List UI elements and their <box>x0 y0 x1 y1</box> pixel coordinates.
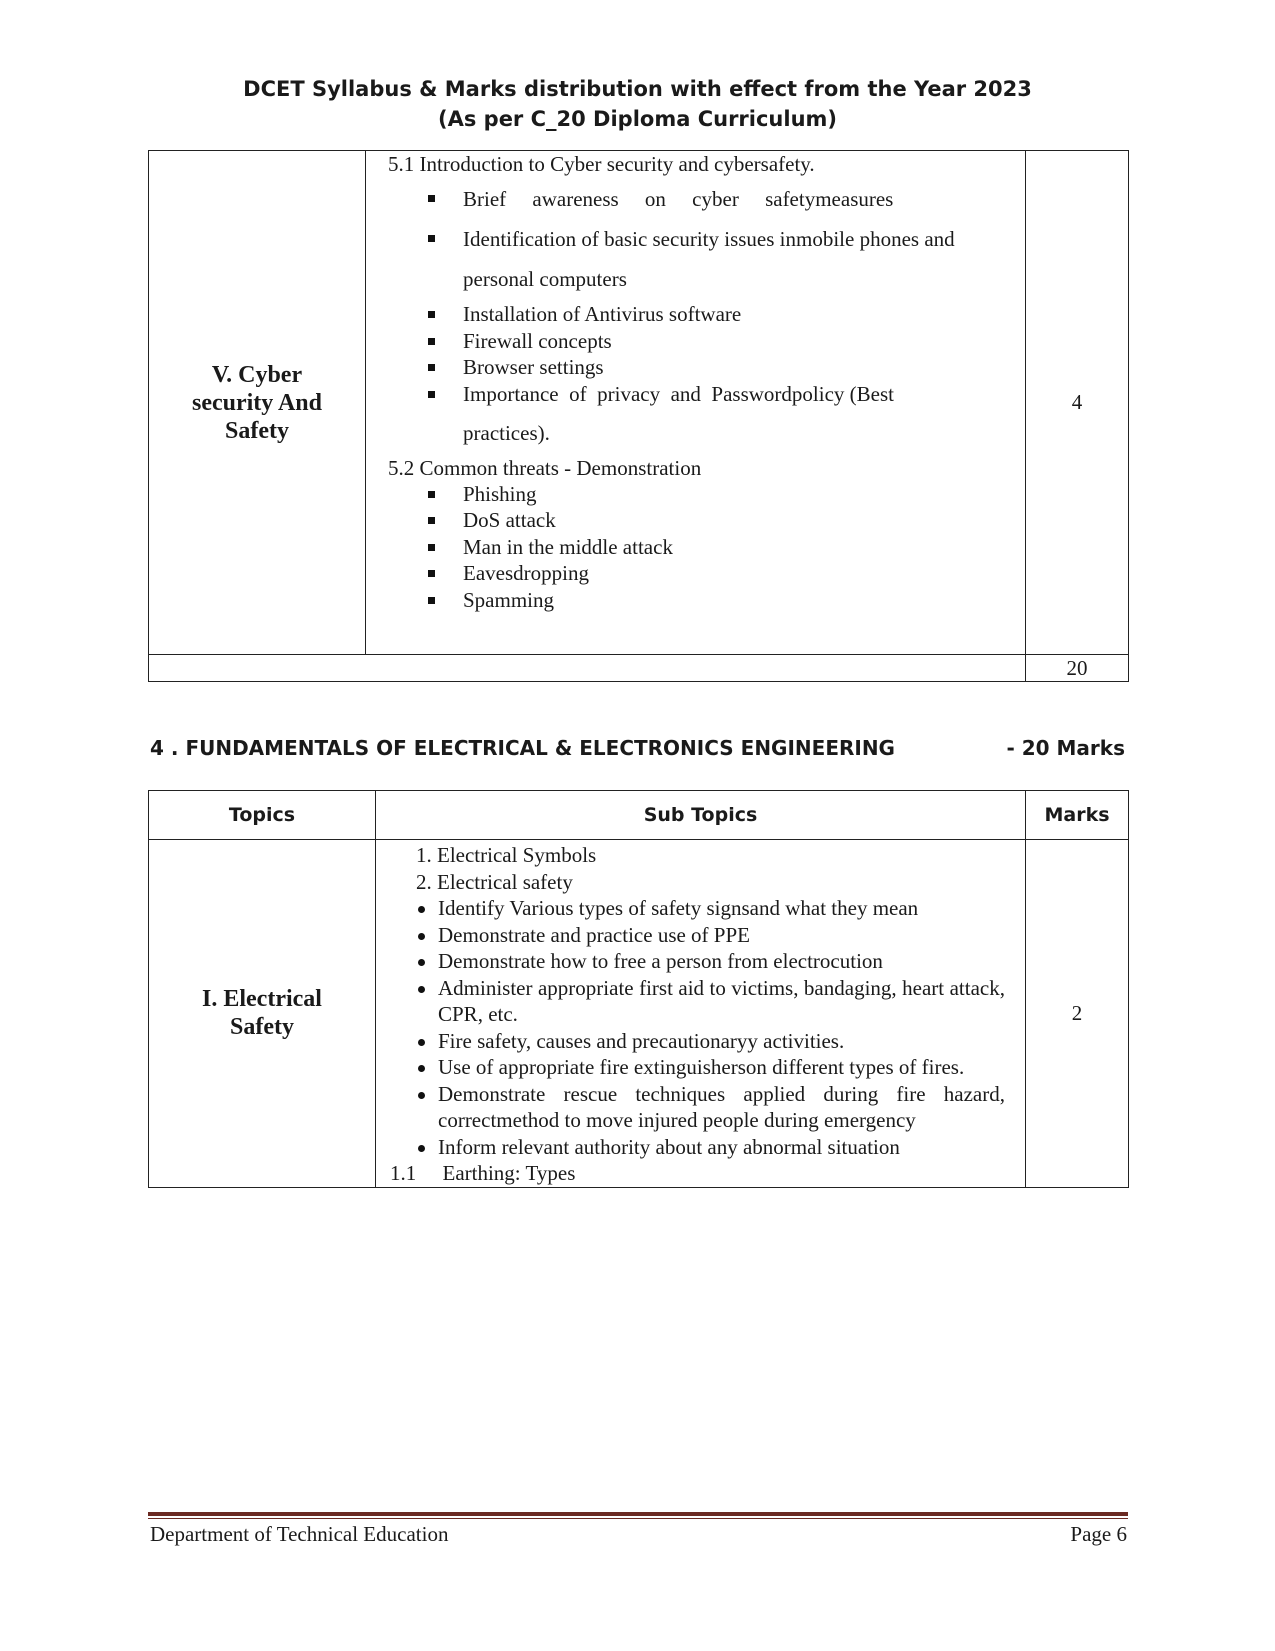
list-privacy <box>388 375 1003 453</box>
bullet-icon <box>418 1065 425 1072</box>
square-bullet-icon <box>428 597 435 604</box>
footer-page-number: Page 6 <box>1070 1522 1127 1546</box>
square-bullet-icon <box>428 338 435 345</box>
header-topics: Topics <box>149 791 376 840</box>
marks-cell: 2 <box>1026 840 1129 1188</box>
total-marks-cell: 20 <box>1026 655 1129 682</box>
list-item: Use of appropriate fire extinguisherson different types of fires. <box>396 1054 1005 1081</box>
topic-label: V. Cyber security And Safety <box>191 361 322 444</box>
earthing-line: 1.1 Earthing: Types <box>390 1161 576 1185</box>
bullet-icon <box>418 1039 425 1046</box>
page-header <box>0 74 1275 134</box>
list-5-1a <box>388 179 1003 299</box>
header-marks: Marks <box>1026 791 1129 840</box>
total-label-cell <box>149 655 1026 682</box>
section-marks: - 20 Marks <box>1006 736 1125 760</box>
list-item: Demonstrate rescue techniques applied during fire hazard, correctmethod to move injured people during emergency <box>396 1081 1005 1134</box>
list-item: Fire safety, causes and precautionaryy activities. <box>396 1028 1005 1055</box>
list-item: Firewall concepts <box>388 328 1003 355</box>
subtopic-5-2: 5.2 Common threats - Demonstration <box>388 455 702 480</box>
bullet-icon <box>418 959 425 966</box>
topic-cell <box>149 840 376 1188</box>
topic-cell <box>149 151 366 655</box>
bullet-icon <box>418 986 425 993</box>
square-bullet-icon <box>428 391 435 398</box>
list-item: Importance of privacy and Passwordpolicy (Best practices). <box>388 375 1003 453</box>
list-item: 2. Electrical safety <box>416 869 573 894</box>
topic-label: I. Electrical Safety <box>202 986 322 1041</box>
bullet-list <box>396 895 1005 1160</box>
list-item: Identification of basic security issues inmobile phones and personal computers <box>388 219 1003 299</box>
footer-divider-thin <box>148 1518 1128 1519</box>
list-item: Demonstrate how to free a person from electrocution <box>396 948 1005 975</box>
numbered-list <box>396 842 1005 895</box>
square-bullet-icon <box>428 544 435 551</box>
square-bullet-icon <box>428 195 435 202</box>
square-bullet-icon <box>428 311 435 318</box>
list-item: Installation of Antivirus software <box>388 301 1003 328</box>
list-item: Brief awareness on cyber safetymeasures <box>388 179 1003 219</box>
header-title: DCET Syllabus & Marks distribution with effect from the Year 2023 <box>243 77 1032 101</box>
header-subtitle: (As per C_20 Diploma Curriculum) <box>438 107 837 131</box>
footer-divider <box>148 1512 1128 1516</box>
electrical-safety-table <box>148 790 1129 1188</box>
square-bullet-icon <box>428 235 435 242</box>
square-bullet-icon <box>428 517 435 524</box>
list-item: Administer appropriate first aid to victims, bandaging, heart attack, CPR, etc. <box>396 975 1005 1028</box>
square-bullet-icon <box>428 364 435 371</box>
section-heading <box>150 736 1125 760</box>
subtopics-cell <box>366 151 1026 655</box>
marks-cell: 4 <box>1026 151 1129 655</box>
list-item: Inform relevant authority about any abnormal situation <box>396 1134 1005 1161</box>
square-bullet-icon <box>428 570 435 577</box>
list-5-2 <box>388 481 1003 614</box>
bullet-icon <box>418 933 425 940</box>
list-item: Identify Various types of safety signsand what they mean <box>396 895 1005 922</box>
header-sub-topics: Sub Topics <box>376 791 1026 840</box>
bullet-icon <box>418 1145 425 1152</box>
list-item: Man in the middle attack <box>388 534 1003 561</box>
list-item: Phishing <box>388 481 1003 508</box>
subtopic-5-1: 5.1 Introduction to Cyber security and cybersafety. <box>388 152 815 176</box>
list-item: Browser settings <box>388 354 1003 381</box>
footer-department: Department of Technical Education <box>150 1522 449 1546</box>
list-item: Eavesdropping <box>388 560 1003 587</box>
list-item: Demonstrate and practice use of PPE <box>396 922 1005 949</box>
section-title: 4 . FUNDAMENTALS OF ELECTRICAL & ELECTRONICS ENGINEERING <box>150 736 895 760</box>
square-bullet-icon <box>428 491 435 498</box>
subtopics-cell <box>376 840 1026 1188</box>
list-item: DoS attack <box>388 507 1003 534</box>
list-item: Spamming <box>388 587 1003 614</box>
list-5-1b <box>388 301 1003 381</box>
list-item: 1. Electrical Symbols <box>416 843 597 867</box>
bullet-icon <box>418 1092 425 1099</box>
bullet-icon <box>418 906 425 913</box>
cyber-security-table <box>148 150 1129 682</box>
